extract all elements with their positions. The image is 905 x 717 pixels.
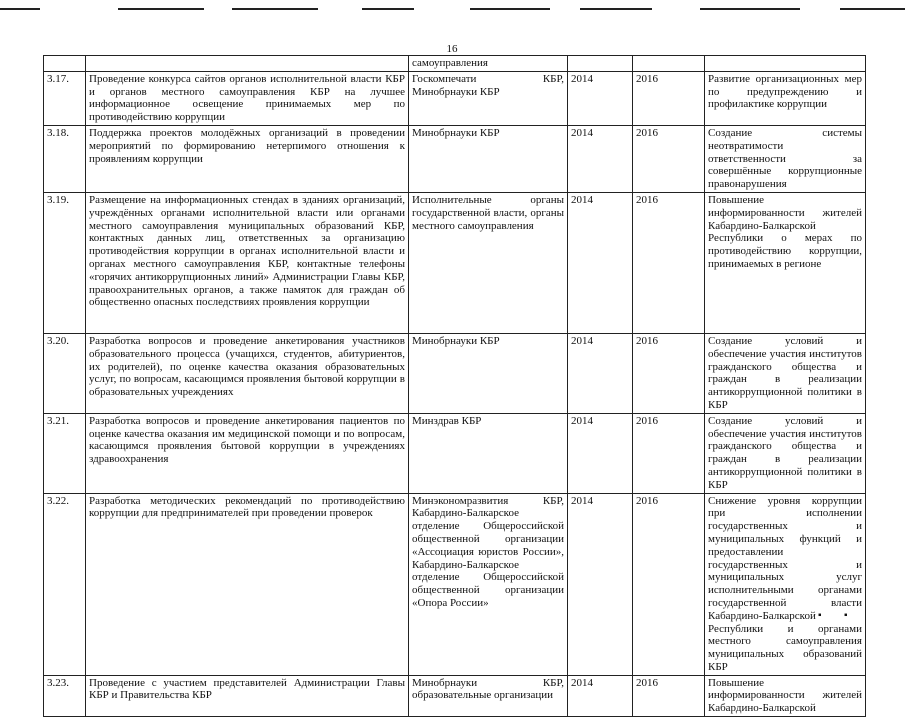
- measures-table: [43, 55, 866, 717]
- result-cell: Создание условий и обеспечение участия институтов гражданского общества и граждан в реализации антикоррупционной политики в КБР: [705, 333, 866, 413]
- measure-cell: [86, 56, 409, 72]
- start-year-cell: 2014: [568, 125, 633, 192]
- table-row: [44, 56, 866, 72]
- row-number: [44, 56, 86, 72]
- scan-marks: ▪ ▪: [818, 610, 858, 621]
- start-year-cell: [568, 56, 633, 72]
- result-cell: Развитие организационных мер по предупреждению и профилактике коррупции: [705, 71, 866, 125]
- start-year-cell: 2014: [568, 675, 633, 716]
- measure-cell: Размещение на информационных стендах в зданиях организаций, учреждённых органами исполнительной власти или органами местного самоуправления муниципальных образований КБР, контактных данных лиц, ответственных за организацию противодействия коррупции в органах исполнительной власти и органах местного самоуправления КБР, контактные телефоны «горячих антикоррупционных линий» Администрации Главы КБР, правоохранительных органов, а также памяток для граждан об общественно опасных последствиях проявления коррупции: [86, 192, 409, 333]
- end-year-cell: 2016: [633, 413, 705, 493]
- start-year-cell: 2014: [568, 333, 633, 413]
- start-year-cell: 2014: [568, 192, 633, 333]
- top-rule: [118, 8, 204, 10]
- result-cell: Снижение уровня коррупции при исполнении государственных и муниципальных функций и предоставлении государственных и муниципальных услуг исполнительными органами государственной власти Кабардино-Балкарской Республики и органами местного самоуправления муниципальных образований КБР: [705, 493, 866, 675]
- executor-cell: Минобрнауки КБР, образовательные организации: [409, 675, 568, 716]
- end-year-cell: 2016: [633, 125, 705, 192]
- top-rule: [470, 8, 550, 10]
- executor-cell: Минздрав КБР: [409, 413, 568, 493]
- executor-cell: Минэкономразвития КБР, Кабардино-Балкарское отделение Общероссийской общественной организации «Ассоциация юристов России», Кабардино-Балкарское отделение Общероссийской общественной организации «Опора России»: [409, 493, 568, 675]
- top-rule: [700, 8, 800, 10]
- result-cell: Повышение информированности жителей Кабардино-Балкарской Республики о мерах по противодействию коррупции, принимаемых в регионе: [705, 192, 866, 333]
- table-row: [44, 413, 866, 493]
- executor-cell: Исполнительные органы государственной власти, органы местного самоуправления: [409, 192, 568, 333]
- executor-cell: Минобрнауки КБР: [409, 333, 568, 413]
- table-row: [44, 71, 866, 125]
- end-year-cell: 2016: [633, 333, 705, 413]
- measure-cell: Разработка вопросов и проведение анкетирования участников образовательного процесса (учащихся, студентов, абитуриентов, их родителей), по оценке качества оказания образовательных услуг, по вопросам, касающимся проявления бытовой коррупции в образовательных учреждениях: [86, 333, 409, 413]
- end-year-cell: 2016: [633, 71, 705, 125]
- start-year-cell: 2014: [568, 413, 633, 493]
- row-number: 3.22.: [44, 493, 86, 675]
- end-year-cell: [633, 56, 705, 72]
- table-row: [44, 333, 866, 413]
- end-year-cell: 2016: [633, 493, 705, 675]
- result-cell: Создание системы неотвратимости ответственности за совершённые коррупционные правонарушения: [705, 125, 866, 192]
- table-row: [44, 125, 866, 192]
- row-number: 3.17.: [44, 71, 86, 125]
- result-cell: [705, 56, 866, 72]
- measure-cell: Поддержка проектов молодёжных организаций в проведении мероприятий по формированию нетерпимого отношения к проявлениям коррупции: [86, 125, 409, 192]
- top-rule: [232, 8, 318, 10]
- end-year-cell: 2016: [633, 192, 705, 333]
- executor-cell: самоуправления: [409, 56, 568, 72]
- top-rule: [580, 8, 652, 10]
- row-number: 3.21.: [44, 413, 86, 493]
- measure-cell: Разработка методических рекомендаций по противодействию коррупции для предпринимателей при проведении проверок: [86, 493, 409, 675]
- row-number: 3.23.: [44, 675, 86, 716]
- measure-cell: Разработка вопросов и проведение анкетирования пациентов по оценке качества оказания им медицинской помощи и по вопросам, касающимся проявления бытовой коррупции в учреждениях здравоохранения: [86, 413, 409, 493]
- top-rule: [0, 8, 40, 10]
- row-number: 3.18.: [44, 125, 86, 192]
- page-number: 16: [446, 43, 458, 55]
- table-row: [44, 192, 866, 333]
- end-year-cell: 2016: [633, 675, 705, 716]
- table-row: [44, 493, 866, 675]
- start-year-cell: 2014: [568, 493, 633, 675]
- measure-cell: Проведение с участием представителей Администрации Главы КБР и Правительства КБР: [86, 675, 409, 716]
- start-year-cell: 2014: [568, 71, 633, 125]
- executor-cell: Госкомпечати КБР, Минобрнауки КБР: [409, 71, 568, 125]
- table-row: [44, 675, 866, 716]
- top-rule: [362, 8, 414, 10]
- row-number: 3.19.: [44, 192, 86, 333]
- result-cell: Создание условий и обеспечение участия институтов гражданского общества и граждан в реализации антикоррупционной политики в КБР: [705, 413, 866, 493]
- result-cell: Повышение информированности жителей Кабардино-Балкарской: [705, 675, 866, 716]
- row-number: 3.20.: [44, 333, 86, 413]
- measure-cell: Проведение конкурса сайтов органов исполнительной власти КБР и органов местного самоуправления КБР на лучшее информационное освещение принимаемых мер по противодействию коррупции: [86, 71, 409, 125]
- executor-cell: Минобрнауки КБР: [409, 125, 568, 192]
- top-rule: [840, 8, 905, 10]
